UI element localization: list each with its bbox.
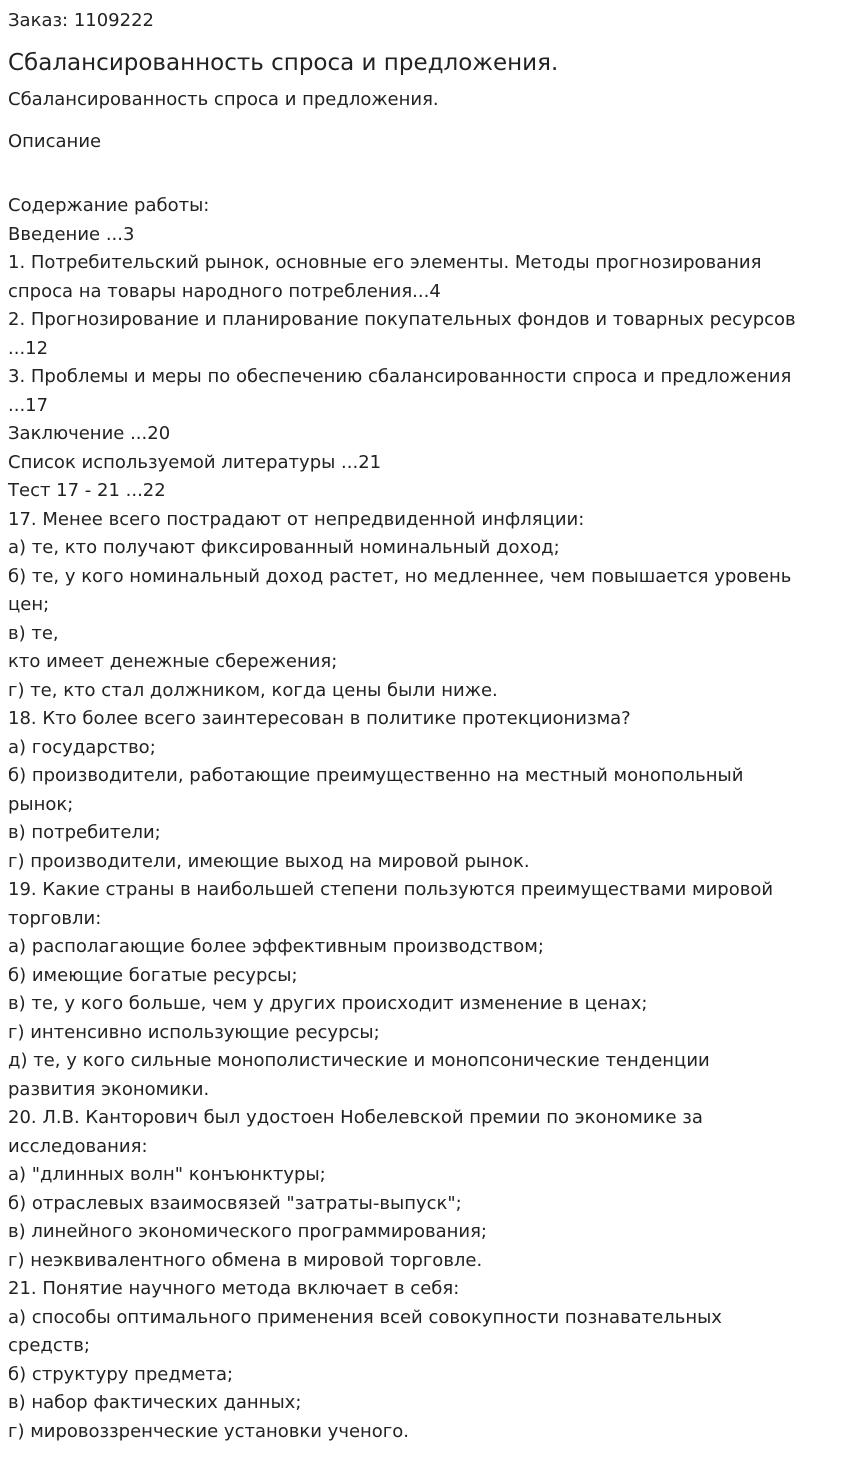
- content-line: в) потребители;: [8, 822, 161, 843]
- content-line: торговли:: [8, 907, 102, 929]
- content-line: г) те, кто стал должником, когда цены были ниже.: [8, 679, 498, 701]
- content-line: Список используемой литературы ...21: [8, 451, 382, 473]
- content-line: б) отраслевых взаимосвязей "затраты-выпуск";: [8, 1192, 462, 1214]
- content-line: б) те, у кого номинальный доход растет, но медленнее, чем повышается уровень: [8, 565, 792, 587]
- content-line: 19. Какие страны в наибольшей степени пользуются преимуществами мировой: [8, 879, 774, 900]
- page-title: Сбалансированность спроса и предложения.: [8, 50, 559, 76]
- page-subtitle: Сбалансированность спроса и предложения.: [8, 89, 439, 110]
- content-line: а) "длинных волн" конъюнктуры;: [8, 1164, 326, 1185]
- content-line: а) располагающие более эффективным производством;: [8, 936, 544, 957]
- content-line: Введение ...3: [8, 223, 135, 245]
- content-line: развития экономики.: [8, 1078, 210, 1100]
- content-line: г) производители, имеющие выход на мировой рынок.: [8, 850, 530, 872]
- content-line: б) структуру предмета;: [8, 1363, 234, 1385]
- description-content: [8, 192, 839, 1446]
- content-line: 20. Л.В. Канторович был удостоен Нобелевской премии по экономике за: [8, 1107, 703, 1128]
- content-line: 21. Понятие научного метода включает в себя:: [8, 1278, 460, 1299]
- content-line: в) набор фактических данных;: [8, 1392, 302, 1413]
- content-line: б) имеющие богатые ресурсы;: [8, 964, 298, 986]
- content-line: в) те,: [8, 622, 59, 644]
- content-line: ...12: [8, 337, 49, 359]
- description-heading: Описание: [8, 131, 102, 152]
- content-line: 3. Проблемы и меры по обеспечению сбалансированности спроса и предложения: [8, 366, 792, 387]
- content-line: рынок;: [8, 793, 74, 815]
- order-number: Заказ: 1109222: [8, 10, 154, 31]
- content-line: 2. Прогнозирование и планирование покупательных фондов и товарных ресурсов: [8, 309, 796, 330]
- content-line: в) линейного экономического программирования;: [8, 1221, 487, 1242]
- content-line: исследования:: [8, 1135, 148, 1157]
- content-line: в) те, у кого больше, чем у других происходит изменение в ценах;: [8, 993, 648, 1014]
- content-line: кто имеет денежные сбережения;: [8, 651, 338, 672]
- content-line: б) производители, работающие преимущественно на местный монопольный: [8, 765, 744, 786]
- content-line: цен;: [8, 594, 50, 615]
- content-line: ...17: [8, 394, 49, 416]
- content-line: средств;: [8, 1335, 90, 1356]
- content-line: 18. Кто более всего заинтересован в политике протекционизма?: [8, 708, 631, 729]
- content-line: г) неэквивалентного обмена в мировой торговле.: [8, 1249, 483, 1271]
- content-line: г) мировоззренческие установки ученого.: [8, 1420, 410, 1442]
- content-line: Заключение ...20: [8, 423, 171, 444]
- content-line: д) те, у кого сильные монополистические и монопсонические тенденции: [8, 1050, 710, 1071]
- content-line: Тест 17 - 21 ...22: [8, 480, 166, 501]
- content-line: а) способы оптимального применения всей совокупности познавательных: [8, 1306, 722, 1328]
- content-line: г) интенсивно использующие ресурсы;: [8, 1021, 380, 1043]
- content-line: спроса на товары народного потребления...4: [8, 280, 441, 302]
- content-line: 17. Менее всего пострадают от непредвиденной инфляции:: [8, 508, 585, 530]
- content-line: Содержание работы:: [8, 195, 210, 216]
- content-line: а) государство;: [8, 736, 156, 758]
- content-line: 1. Потребительский рынок, основные его элементы. Методы прогнозирования: [8, 252, 762, 273]
- content-line: а) те, кто получают фиксированный номинальный доход;: [8, 537, 560, 558]
